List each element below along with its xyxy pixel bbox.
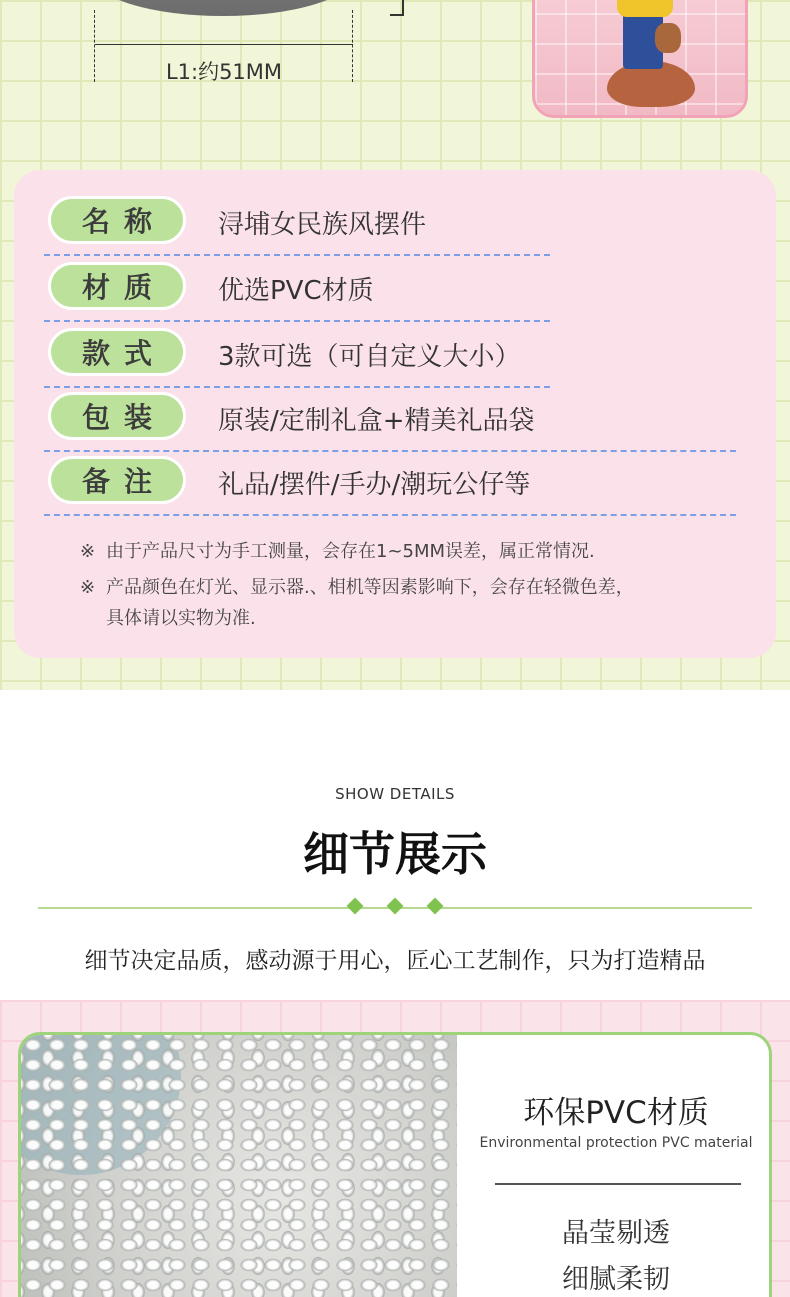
info-key-pill: 材质 [48,262,186,310]
feature-point: 细腻柔韧 [562,1264,670,1295]
note-mark: ※ [80,541,96,562]
section-subtitle: 细节决定品质，感动源于用心，匠心工艺制作，只为打造精品 [84,948,706,974]
section-title: 细节展示 [303,827,487,881]
info-key-pill: 备注 [48,456,186,504]
info-key-pill: 名称 [48,196,186,244]
info-divider [44,514,736,516]
note-text: 由于产品尺寸为手工测量，会存在1~5MM误差，属正常情况. [106,541,595,562]
pellet-texture [21,1035,457,1297]
details-header [0,690,790,1000]
info-value: 优选PVC材质 [218,276,374,306]
note-text-continued: 具体请以实物为准. [106,608,256,629]
product-base-image [93,0,353,16]
info-row-material [14,236,776,306]
info-value: 3款可选（可自定义大小） [218,342,521,372]
feature-title: 环保PVC材质 [523,1095,709,1131]
product-info-card [14,170,776,658]
figure-bag [655,23,681,53]
diamond-icon [427,898,444,915]
disclaimer-note [80,572,634,634]
disclaimer-note [80,536,595,567]
section-eyebrow: SHOW DETAILS [335,785,455,803]
info-row-name [14,170,776,240]
info-row-style [14,302,776,372]
product-photo [532,0,748,118]
feature-divider [495,1183,741,1185]
note-mark: ※ [80,577,96,598]
dimension-bracket [390,0,404,16]
pvc-pellets-image [21,1035,457,1297]
info-value: 原装/定制礼盒+精美礼品袋 [218,406,535,436]
info-row-packaging [14,366,776,436]
dimension-measure-line [95,44,353,45]
note-text: 产品颜色在灯光、显示器.、相机等因素影响下，会存在轻微色差， [106,577,634,598]
diamond-icon [387,898,404,915]
feature-section [0,1000,790,1297]
info-key-pill: 包装 [48,392,186,440]
info-key-pill: 款式 [48,328,186,376]
diamond-icon [347,898,364,915]
feature-point: 晶莹剔透 [562,1218,670,1249]
info-value: 礼品/摆件/手办/潮玩公仔等 [218,470,531,500]
feature-card [18,1032,772,1297]
figure-top [617,0,673,17]
info-row-remarks [14,430,776,500]
feature-subtitle: Environmental protection PVC material [479,1135,753,1151]
info-value: 浔埔女民族风摆件 [218,210,427,240]
dimension-label: L1:约51MM [165,60,283,84]
